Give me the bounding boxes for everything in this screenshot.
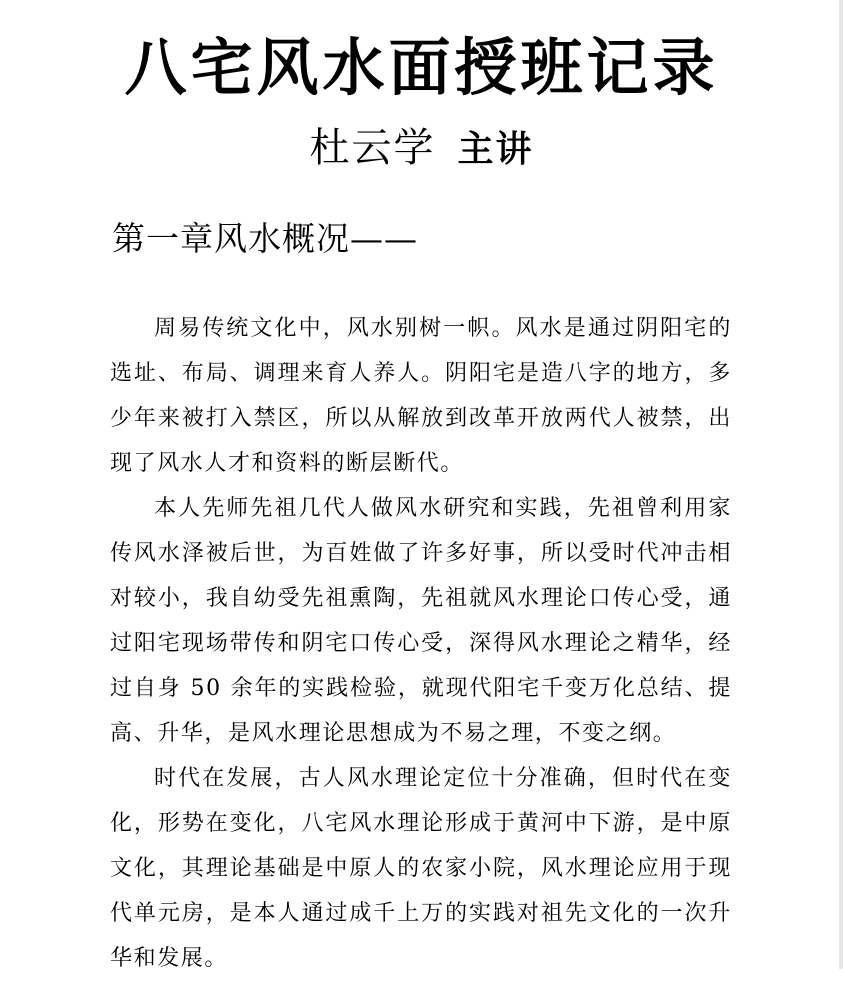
author-role: 主讲 <box>457 128 534 170</box>
paragraph-3: 时代在发展，古人风水理论定位十分准确，但时代在变化，形势在变化，八宅风水理论形成于黄河中下游，是中原文化，其理论基础是中原人的农家小院，风水理论应用于现代单元房，是本人通过成千上万的实践对祖先文化的一次升华和发展。 <box>110 766 732 971</box>
scrollbar-track <box>839 0 843 969</box>
paragraph-1: 周易传统文化中，风水别树一帜。风水是通过阴阳宅的选址、布局、调理来育人养人。阴阳宅是造八字的地方，多少年来被打入禁区，所以从解放到改革开放两代人被禁，出现了风水人才和资料的断层断代。 <box>110 316 732 476</box>
paragraph-2: 本人先师先祖几代人做风水研究和实践，先祖曾利用家传风水泽被后世，为百姓做了许多好事，所以受时代冲击相对较小，我自幼受先祖熏陶，先祖就风水理论口传心受，通过阳宅现场带传和阴宅口传心受，深得风水理论之精华，经过自身 50 余年的实践检验，就现代阳宅千变万化总结、提高、升华，是风水理论思想成为不易之理，不变之纲。 <box>110 496 732 746</box>
document-title: 八宅风水面授班记录 <box>124 31 719 104</box>
author-line <box>0 120 843 184</box>
author-name: 杜云学 <box>309 125 436 171</box>
chapter-heading: 第一章风水概况—— <box>112 219 418 258</box>
body-text <box>110 306 732 981</box>
